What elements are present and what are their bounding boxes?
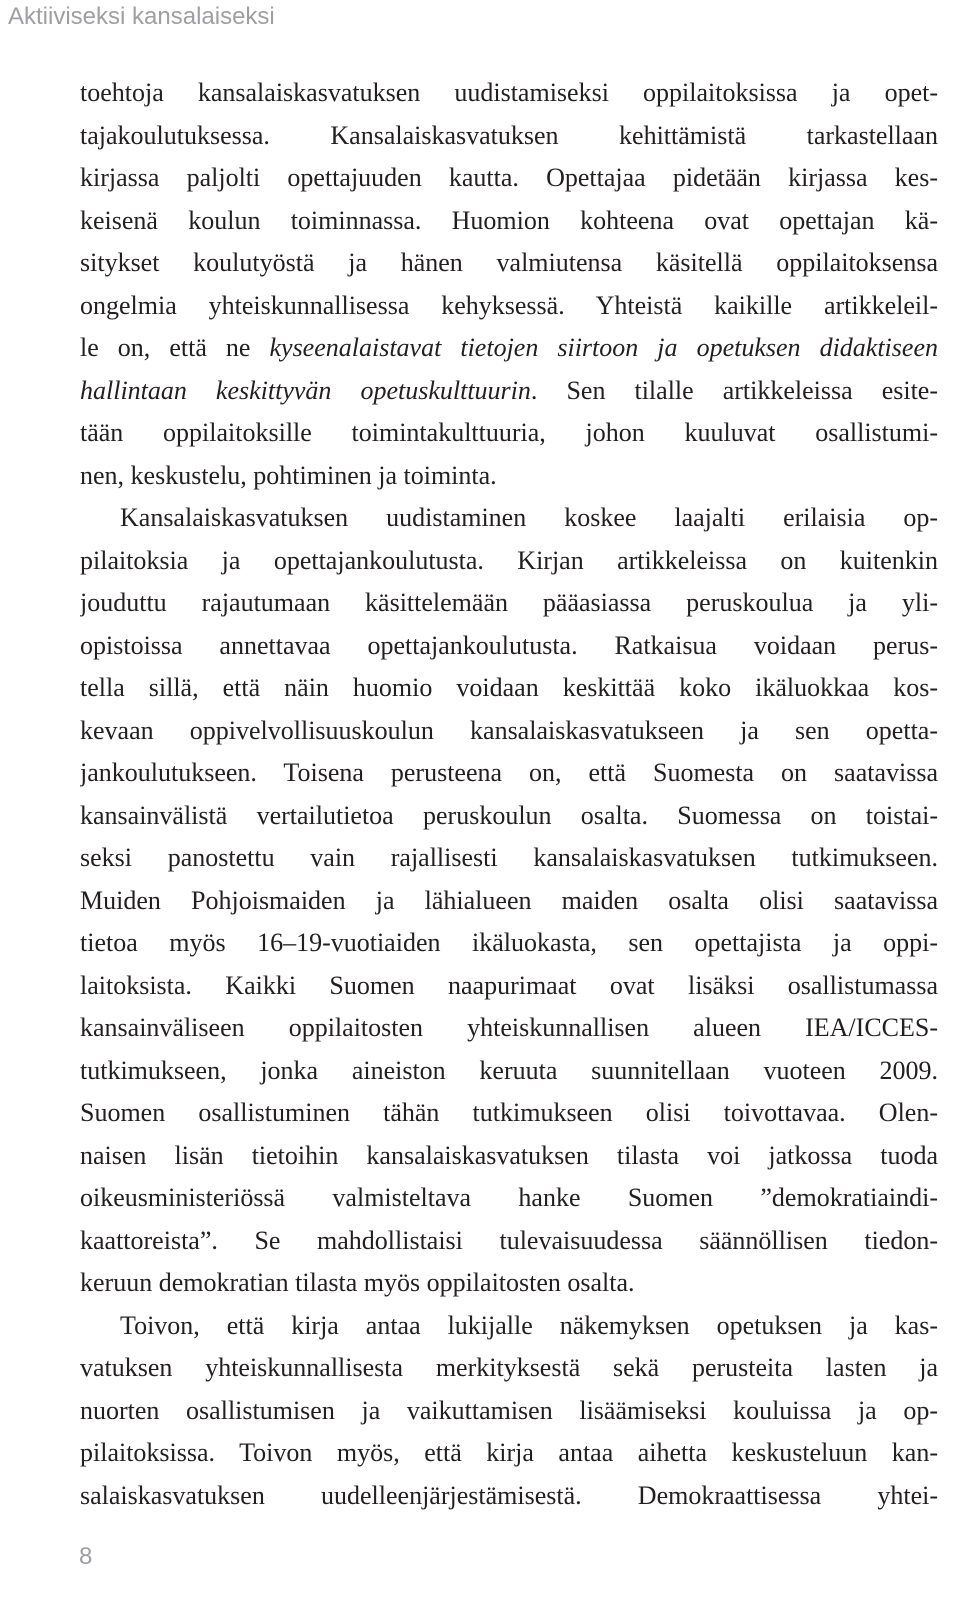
text-line: pilaitoksia ja opettajankoulutusta. Kirjan artikkeleissa on kuitenkin: [80, 545, 938, 575]
text-line: tajakoulutuksessa. Kansalaiskasvatuksen kehittämistä tarkastellaan: [80, 120, 938, 150]
text-line: nen, keskustelu, pohtiminen ja toiminta.: [80, 460, 497, 490]
text-line: ongelmia yhteiskunnallisessa kehyksessä. Yhteistä kaikille artikkeleil-: [80, 290, 938, 320]
text-line: jankoulutukseen. Toisena perusteena on, että Suomesta on saatavissa: [80, 758, 938, 787]
text-line: Kansalaiskasvatuksen uudistaminen koskee laajalti erilaisia op-: [120, 503, 938, 532]
text-line: pilaitoksissa. Toivon myös, että kirja antaa aihetta keskusteluun kan-: [80, 1438, 938, 1467]
text-line: tella sillä, että näin huomio voidaan keskittää koko ikäluokkaa kos-: [80, 673, 938, 702]
running-head: Aktiiviseksi kansalaiseksi: [8, 3, 275, 30]
text-line: naisen lisän tietoihin kansalaiskasvatuksen tilasta voi jatkossa tuoda: [80, 1140, 938, 1170]
text-line: Toivon, että kirja antaa lukijalle näkemyksen opetuksen ja kas-: [120, 1310, 938, 1340]
text-line: salaiskasvatuksen uudelleenjärjestämisestä. Demokraattisessa yhtei-: [80, 1480, 938, 1510]
page-number: 8: [79, 1543, 93, 1570]
italic-phrase: hallintaan keskittyvän opetuskulttuurin: [80, 375, 531, 405]
text-line: vatuksen yhteiskunnallisesta merkityksestä sekä perusteita lasten ja: [80, 1353, 938, 1382]
text-line: toehtoja kansalaiskasvatuksen uudistamiseksi oppilaitoksissa ja opet-: [80, 78, 938, 107]
text-line: tutkimukseen, jonka aineiston keruuta suunnitellaan vuoteen 2009.: [80, 1055, 938, 1085]
text-line: tietoa myös 16–19-vuotiaiden ikäluokasta, sen opettajista ja oppi-: [80, 928, 938, 957]
text-line: [80, 370, 938, 413]
text-line: opistoissa annettavaa opettajankoulutusta. Ratkaisua voidaan perus-: [80, 630, 938, 660]
text-line: Muiden Pohjoismaiden ja lähialueen maiden osalta olisi saatavissa: [80, 885, 938, 915]
text-line: sitykset koulutyöstä ja hänen valmiutensa käsitellä oppilaitoksensa: [80, 248, 938, 277]
paragraph: [80, 497, 938, 1305]
italic-phrase: kyseenalaistavat tietojen siirtoon ja opetuksen didaktiseen: [269, 333, 938, 362]
text-line: kaattoreista”. Se mahdollistaisi tulevaisuudessa säännöllisen tiedon-: [80, 1225, 938, 1255]
text-line: oikeusministeriössä valmisteltava hanke Suomen ”demokratiaindi-: [80, 1183, 938, 1212]
text-run: . Sen tilalle artikkeleissa esite-: [530, 375, 938, 405]
text-line: kansainväliseen oppilaitosten yhteiskunnallisen alueen IEA/ICCES-: [80, 1013, 938, 1042]
text-line: nuorten osallistumisen ja vaikuttamisen lisäämiseksi kouluissa ja op-: [80, 1395, 938, 1425]
text-line: kansainvälistä vertailutietoa peruskoulun osalta. Suomessa on toistai-: [80, 800, 938, 830]
text-line: Suomen osallistuminen tähän tutkimukseen olisi toivottavaa. Olen-: [80, 1098, 938, 1127]
text-run: le on, että ne: [80, 333, 270, 362]
text-line: kirjassa paljolti opettajuuden kautta. Opettajaa pidetään kirjassa kes-: [80, 163, 938, 192]
text-line: [80, 327, 938, 370]
text-line: keisenä koulun toiminnassa. Huomion kohteena ovat opettajan kä-: [80, 205, 938, 235]
text-line: jouduttu rajautumaan käsittelemään pääasiassa peruskoulua ja yli-: [80, 588, 938, 617]
text-line: keruun demokratian tilasta myös oppilaitosten osalta.: [80, 1268, 635, 1297]
paragraph: [80, 1305, 938, 1518]
text-line: kevaan oppivelvollisuuskoulun kansalaiskasvatukseen ja sen opetta-: [80, 715, 938, 745]
text-line: tään oppilaitoksille toimintakulttuuria, johon kuuluvat osallistumi-: [80, 418, 938, 447]
text-line: seksi panostettu vain rajallisesti kansalaiskasvatuksen tutkimukseen.: [80, 843, 938, 872]
text-line: laitoksista. Kaikki Suomen naapurimaat ovat lisäksi osallistumassa: [80, 970, 938, 1000]
paragraph: [80, 72, 938, 497]
body-text: [80, 72, 938, 1517]
